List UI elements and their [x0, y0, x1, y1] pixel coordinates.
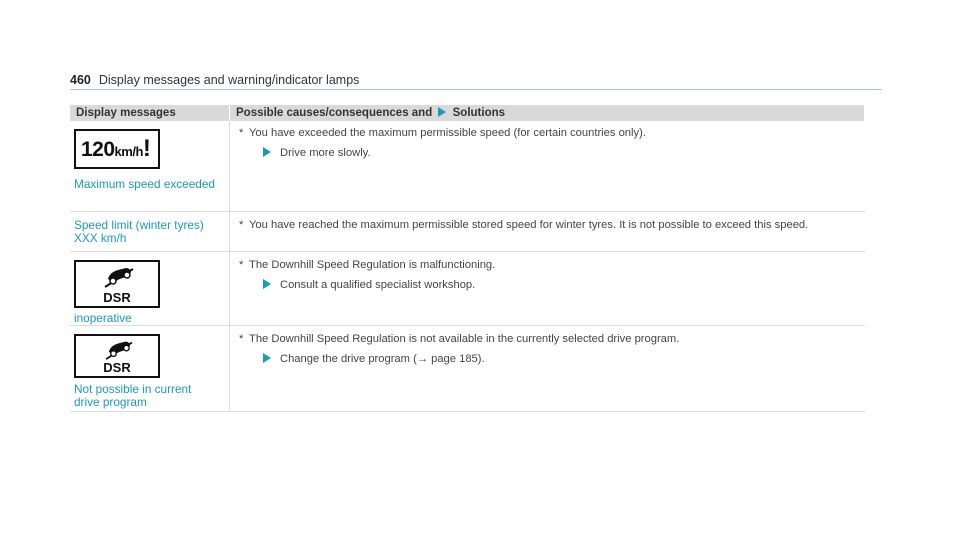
table-row [70, 211, 865, 251]
table-row [70, 325, 865, 411]
solution-cell [230, 121, 865, 211]
speed-limit-120-icon: 120km/h! [74, 129, 160, 169]
col-causes-solutions-header [230, 105, 865, 121]
cause-text: * You have reached the maximum permissible stored speed for winter tyres. It is not possible to exceed this speed. [239, 218, 809, 231]
message-cell [70, 121, 230, 211]
message-label: Maximum speed exceeded [74, 177, 215, 191]
page-title: Display messages and warning/indicator lamps [98, 73, 360, 87]
cause-text: * You have exceeded the maximum permissible speed (for certain countries only). [239, 127, 646, 139]
solution-cell [230, 325, 865, 411]
solution-arrow-icon [438, 107, 446, 117]
table-row [70, 251, 865, 325]
action-item: Consult a qualified specialist workshop. [250, 279, 865, 291]
page-reference-arrow: → [416, 352, 428, 365]
message-cell [70, 211, 230, 251]
header-divider [70, 89, 882, 90]
message-label: inoperative [74, 310, 132, 325]
col-display-messages-header: Display messages [70, 105, 230, 121]
dsr-downhill-icon: DSR [74, 334, 160, 378]
action-item: Change the drive program (→ page 185). [250, 353, 865, 365]
cause-text: * The Downhill Speed Regulation is not available in the currently selected drive program. [239, 332, 680, 345]
message-cell [70, 325, 230, 411]
action-item: Drive more slowly. [250, 147, 865, 159]
message-cell [70, 251, 230, 325]
dsr-downhill-icon: DSR [74, 260, 160, 308]
table-row [70, 121, 865, 211]
solution-arrow-icon [263, 147, 271, 157]
solution-arrow-icon [263, 353, 271, 363]
page-header [70, 73, 359, 87]
message-label: Speed limit (winter tyres) XXX km/h [74, 217, 204, 245]
table-header-row [70, 105, 865, 121]
display-messages-table [70, 105, 865, 412]
causes-header-text: Possible causes/consequences and [236, 107, 433, 119]
solution-cell [230, 211, 865, 251]
page-number: 460 [70, 73, 91, 87]
solutions-header-text: Solutions [452, 107, 506, 119]
solution-cell [230, 251, 865, 325]
cause-text: * The Downhill Speed Regulation is malfunctioning. [239, 258, 496, 271]
solution-arrow-icon [263, 279, 271, 289]
message-label: Not possible in current drive program [74, 381, 192, 409]
